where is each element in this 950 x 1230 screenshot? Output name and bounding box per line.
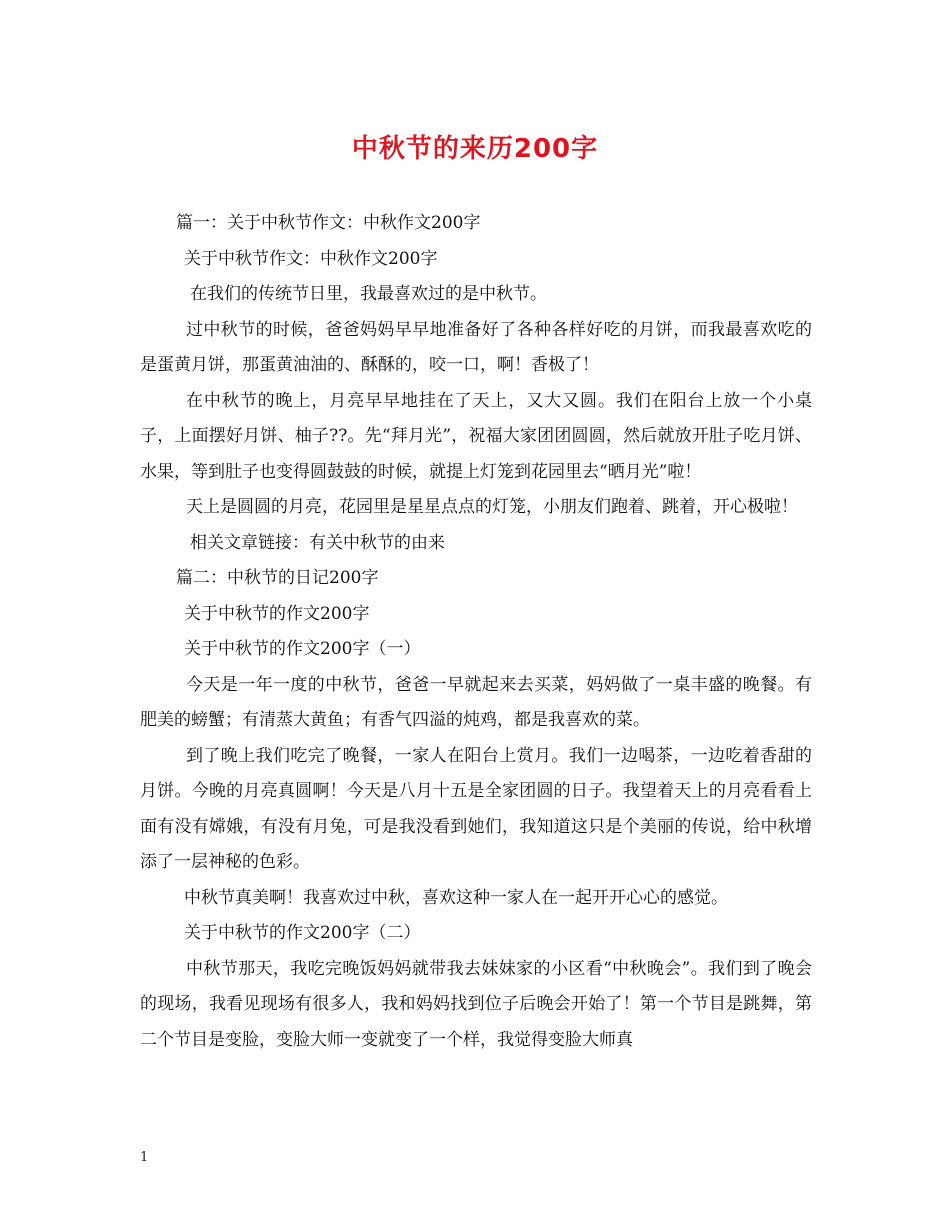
paragraph: 在我们的传统节日里，我最喜欢过的是中秋节。 [190,284,547,304]
page-number: 1 [140,1150,149,1165]
subheading: 关于中秋节作文：中秋作文200字 [184,248,438,269]
document-body [140,206,812,1058]
paragraph: 过中秋节的时候，爸爸妈妈早早地准备好了各种各样好吃的月饼，而我最喜欢吃的是蛋黄月饼，那蛋黄油油的、酥酥的，咬一口，啊！香极了！ [140,319,812,375]
paragraph: 天上是圆圆的月亮，花园里是星星点点的灯笼，小朋友们跑着、跳着，开心极啦！ [186,497,798,517]
document-title: 中秋节的来历200字 [351,134,599,164]
subheading: 关于中秋节的作文200字（二） [184,923,421,943]
paragraph: 中秋节真美啊！我喜欢过中秋，喜欢这种一家人在一起开开心心的感觉。 [184,887,728,908]
section-heading-2: 篇二：中秋节的日记200字 [176,568,379,588]
paragraph: 今天是一年一度的中秋节，爸爸一早就起来去买菜，妈妈做了一桌丰盛的晚餐。有肥美的螃蟹；有清蒸大黄鱼；有香气四溢的炖鸡，都是我喜欢的菜。 [140,674,812,730]
subheading: 关于中秋节的作文200字 [184,603,370,624]
paragraph: 到了晚上我们吃完了晚餐，一家人在阳台上赏月。我们一边喝茶，一边吃着香甜的月饼。今晚的月亮真圆啊！今天是八月十五是全家团圆的日子。我望着天上的月亮看看上面有没有嫦娥，有没有月兔，可是我没看到她们，我知道这只是个美丽的传说，给中秋增添了一层神秘的色彩。 [140,745,812,872]
paragraph: 在中秋节的晚上，月亮早早地挂在了天上，又大又圆。我们在阳台上放一个小桌子，上面摆好月饼、柚子??。先“拜月光”，祝福大家团团圆圆，然后就放开肚子吃月饼、水果，等到肚子也变得圆鼓鼓的时候，就提上灯笼到花园里去“晒月光”啦！ [140,390,812,482]
subheading: 关于中秋节的作文200字（一） [184,639,421,659]
section-heading-1: 篇一：关于中秋节作文：中秋作文200字 [176,213,481,233]
paragraph: 中秋节那天，我吃完晚饭妈妈就带我去妹妹家的小区看“中秋晚会”。我们到了晚会的现场，我看见现场有很多人，我和妈妈找到位子后晚会开始了！第一个节目是跳舞，第二个节目是变脸，变脸大师一变就变了一个样，我觉得变脸大师真 [140,958,812,1050]
related-article-link[interactable]: 相关文章链接：有关中秋节的由来 [190,532,445,553]
